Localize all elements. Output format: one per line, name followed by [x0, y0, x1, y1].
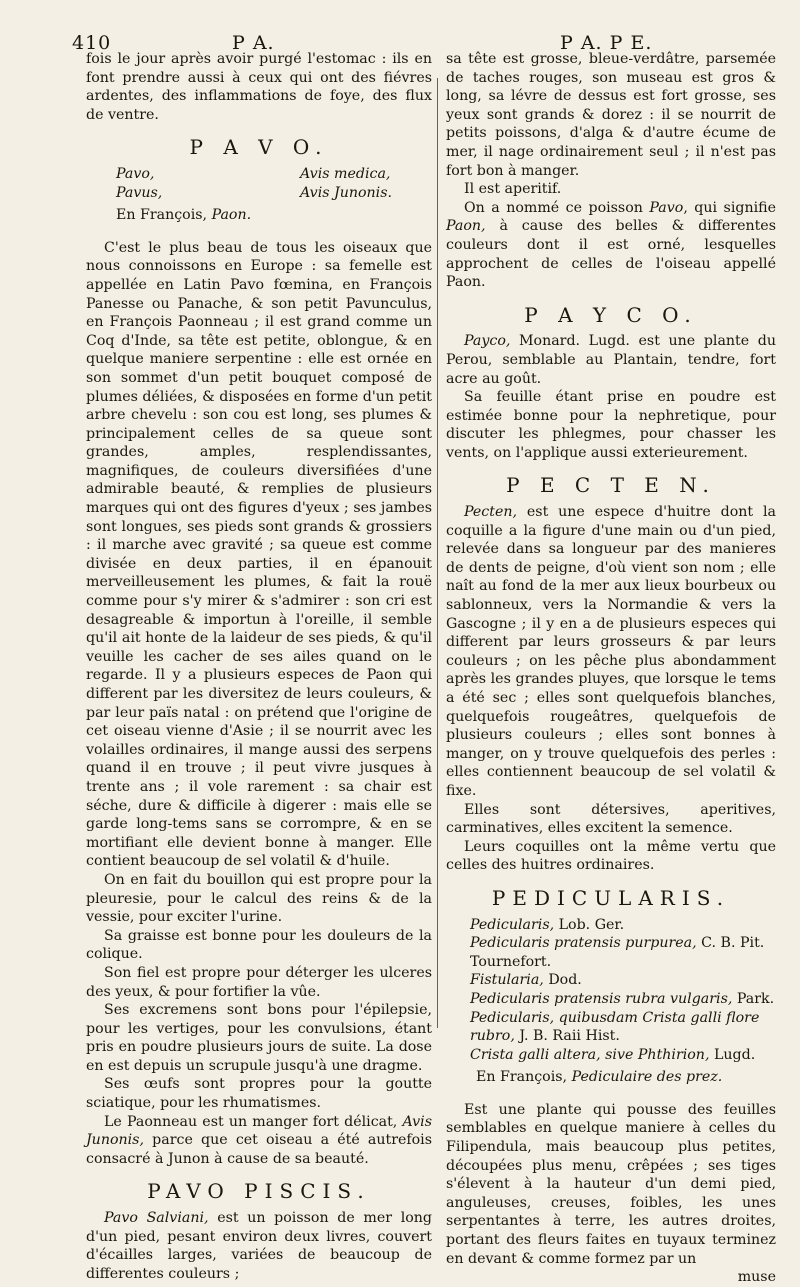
- paragraph: Sa graisse est bonne pour les douleurs de la colique.: [86, 927, 432, 963]
- paragraph: Leurs coquilles ont la même vertu que celles des huitres ordinaires.: [446, 838, 776, 874]
- paragraph: Le Paonneau est un manger fort délicat, Avis Junonis, parce que cet oiseau a été autrefois consacré à Junon à cause de sa beauté.: [86, 1113, 432, 1167]
- synonym: Pavus,: [116, 184, 163, 201]
- synonym: Avis Junonis.: [300, 184, 392, 201]
- paragraph: Ses œufs sont propres pour la goutte sciatique, pour les rhumatismes.: [86, 1076, 432, 1112]
- pedicularis-french-name: En François, Pediculaire des prez.: [476, 1069, 723, 1086]
- running-head-right: P A. P E.: [560, 32, 653, 54]
- synonym-entry: Crista galli altera, sive Phthirion, Lugd.: [470, 1046, 756, 1063]
- heading-pavo-piscis: PAVO PISCIS.: [147, 1179, 371, 1204]
- paragraph: On en fait du bouillon qui est propre pour la pleuresie, pour le calcul des reins & de la vessie, pour exciter l'urine.: [86, 871, 432, 926]
- paragraph: Elles sont détersives, aperitives, carminatives, elles excitent la semence.: [446, 801, 776, 837]
- paragraph: Pecten, est une espece d'huitre dont la coquille a la figure d'une main ou d'un pied, relevée dans sa longueur par des manieres de dents de peigne, d'où vient son nom ; elle naît au fond de la mer aux lieux bourbeux ou sablonneux, vers la Normandie & vers la Gascogne ; il y en a de plusieurs especes qui different par leurs grosseurs & par leurs couleurs ; on les pêche plus abondamment après les grandes pluyes, que lorsque le tems a été sec ; elles sont quelquefois blanches, quelquefois rougeâtres, quelquefois de plusieurs couleurs ; elles sont bonnes à manger, on y trouve quelquefois des perles : elles contiennent beaucoup de sel volatil & fixe.: [446, 504, 776, 799]
- pavo-synonyms: [86, 165, 432, 202]
- synonym-entry: Fistularia, Dod.: [470, 972, 582, 989]
- heading-pecten: P E C T E N.: [506, 473, 716, 498]
- page-number: 410: [72, 32, 112, 54]
- paragraph: Il est aperitif.: [464, 181, 562, 198]
- catchword: muse: [737, 1269, 776, 1286]
- paragraph: Sa feuille étant prise en poudre est estimée bonne pour la nephretique, pour discuter les phlegmes, pour chasser les vents, on l'applique aussi exterieurement.: [446, 389, 776, 461]
- left-column: [86, 50, 432, 1283]
- paragraph: Pavo Salviani, est un poisson de mer long d'un pied, pesant environ deux livres, couvert d'écailles larges, variées de beaucoup de differentes couleurs ;: [86, 1210, 432, 1282]
- synonym-entry: Pedicularis pratensis rubra vulgaris, Park.: [470, 990, 775, 1007]
- column-divider: [437, 78, 438, 1028]
- synonym: Pavo,: [116, 165, 155, 182]
- paragraph: On a nommé ce poisson Pavo, qui signifie Paon, à cause des belles & differentes couleurs dont il est orné, lesquelles approchent de celles de l'oiseau appellé Paon.: [446, 199, 776, 291]
- pedicularis-synonyms: [456, 916, 776, 1065]
- right-column: [446, 50, 776, 1287]
- synonym-entry: Pedicularis, quibusdam Crista galli flore rubro, J. B. Raii Hist.: [470, 1009, 760, 1045]
- running-head-left: P A.: [232, 32, 275, 54]
- paragraph: Payco, Monard. Lugd. est une plante du Perou, semblable au Plantain, tendre, fort acre au goût.: [446, 333, 776, 387]
- paragraph: Son fiel est propre pour déterger les ulceres des yeux, & pour fortifier la vûe.: [86, 964, 432, 1000]
- heading-pedicularis: PEDICULARIS.: [491, 885, 731, 910]
- intro-paragraph: fois le jour après avoir purgé l'estomac : ils en font prendre aussi à ceux qui ont des fiévres ardentes, des inflammations de foye, des flux de ventre.: [86, 51, 432, 123]
- paragraph: Ses excremens sont bons pour l'épilepsie, pour les vertiges, pour les convulsions, étant pris en poudre plusieurs jours de suite. La dose en est depuis un scrupule jusqu'à une dragme.: [86, 1002, 432, 1074]
- synonym: Avis medica,: [300, 165, 391, 182]
- pavo-french-name: En François, Paon.: [116, 207, 252, 224]
- paragraph: Est une plante qui pousse des feuilles semblables en quelque maniere à celles du Filipendula, mais beaucoup plus petites, découpées plus menu, crêpées ; ses tiges s'élevent à la hauteur d'un demi pied, anguleuses, creuses, foibles, les unes serpentantes à terre, les autres droites, portant des fleurs faites en tuyaux terminez en devant & comme formez par un: [446, 1101, 776, 1267]
- synonym-entry: Pedicularis pratensis purpurea, C. B. Pit. Tournefort.: [470, 935, 765, 970]
- paragraph: C'est le plus beau de tous les oiseaux que nous connoissons en Europe : sa femelle est appellée en Latin Pavo fœmina, en François Panesse ou Panache, & son petit Pavunculus, en François Paonneau ; il est grand comme un Coq d'Inde, sa tête est petite, oblongue, & en quelque maniere serpentine : elle est ornée en son sommet d'un petit bouquet composé de plumes déliées, & disposées en forme d'un petit arbre chevelu : son cou est long, ses plumes & principalement celles de sa queue sont grandes, amples, resplendissantes, magnifiques, de couleurs diversifiées d'une admirable beauté, & remplies de plusieurs marques qui ont des figures d'yeux ; ses jambes sont longues, ses pieds sont grands & grossiers : il marche avec gravité ; sa queue est comme divisée en deux parties, il en épanouit merveilleusement les plumes, & fait la rouë comme pour s'y mirer & s'admirer : son cri est desagreable & importun à l'oreille, il semble qu'il ait honte de la laideur de ses pieds, & qu'il veuille les cacher de ses ailes quand on le regarde. Il y a plusieurs especes de Paon qui different par les diversitez de leurs couleurs, & par leur païs natal : on prétend que l'origine de cet oiseau vienne d'Asie ; il se nourrit avec les volailles ordinaires, il mange aussi des serpens quand il en trouve ; il peut vivre jusques à trente ans ; il vole rarement : sa chair est séche, dure & difficile à digerer : mais elle se garde long-tems sans se corrompre, & en se mortifiant elle devient bonne à manger. Elle contient beaucoup de sel volatil & d'huile.: [86, 239, 432, 870]
- heading-payco: P A Y C O.: [524, 302, 698, 327]
- heading-pavo: P A V O.: [189, 135, 329, 160]
- paragraph: sa tête est grosse, bleue-verdâtre, parsemée de taches rouges, son museau est gros & long, sa lévre de dessus est fort grosse, ses yeux sont grands & dorez : il se nourrit de petits poissons, d'alga & d'autre écume de mer, il nage ordinairement seul ; il n'est pas fort bon à manger.: [446, 51, 776, 179]
- synonym-entry: Pedicularis, Lob. Ger.: [470, 916, 625, 933]
